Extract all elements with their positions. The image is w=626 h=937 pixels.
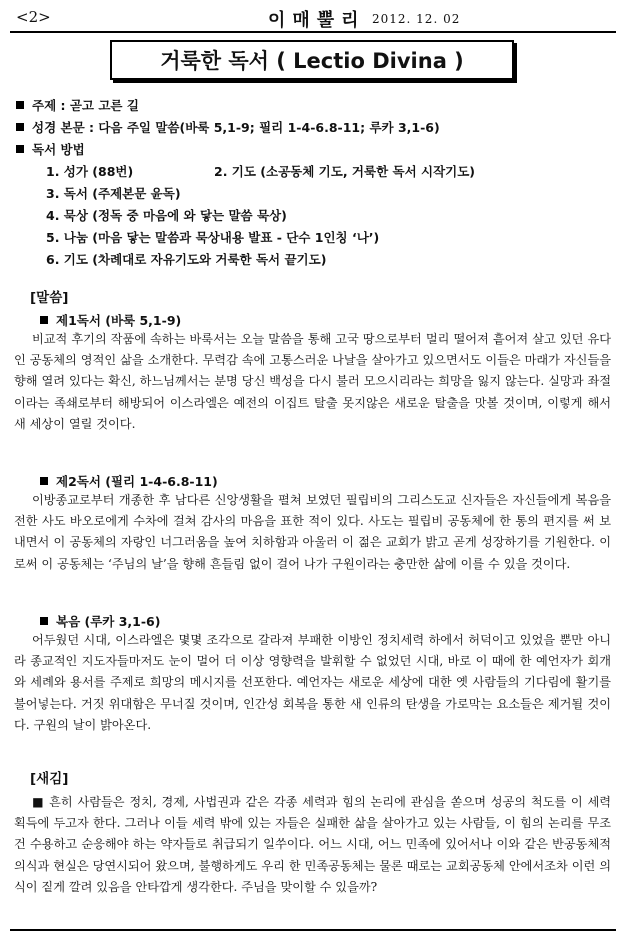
square-bullet-icon xyxy=(40,477,48,485)
reading-heading: 복음 (루카 3,1-6) xyxy=(40,612,160,630)
square-bullet-icon xyxy=(40,617,48,625)
method-line xyxy=(16,140,85,158)
section-heading-word: [말씀] xyxy=(30,290,69,306)
theme-line xyxy=(16,96,139,114)
reading-text: 비교적 후기의 작품에 속하는 바룩서는 오늘 말씀을 통해 고국 땅으로부터 멀리 떨어져 흩어져 살고 있던 유다인 공동체의 영적인 삶을 소개한다. 무력감 속에 고통스러운 나날을 살아가고 있으면서도 이들은 마래가 자신들을 향해 열려 있다는 확신, 하느님께서는 분명 당신 백성을 다시 불러 모으시리라는 희망을 잃지 않는다. 실망과 좌절이라는 족쇄로부터 해방되어 이스라엘은 예전의 이집트 탈출 못지않은 새로운 탈출을 맛볼 것이며, 이렇게 해서 새 세상이 열릴 것이다. xyxy=(14,332,611,431)
newsletter-title: 이매뿔리 xyxy=(268,10,366,31)
footer-divider xyxy=(10,929,616,931)
reading-heading: 제2독서 (필리 1-4-6.8-11) xyxy=(40,472,218,490)
reading-text: 어두웠던 시대, 이스라엘은 몇몇 조각으로 갈라져 부패한 이방인 정치세력 하에서 허덕이고 있었을 뿐만 아니라 종교적인 지도자들마저도 눈이 멀어 더 이상 영향력을 발휘할 수 없었던 시대, 바로 이 때에 한 예언자가 회개와 세례와 용서를 주제로 희망의 메시지를 선포한다. 예언자는 새로운 세상에 대한 옛 사람들의 기다림에 활기를 불어넣는다. 거짓 위대함은 무너질 것이며, 인간성 회복을 통한 새 인류의 탄생을 가로막는 요소들은 제거될 것이다. 구원의 날이 밝아온다. xyxy=(14,633,611,732)
square-bullet-icon xyxy=(40,316,48,324)
step-item: 2. 기도 (소공동체 기도, 거룩한 독서 시작기도) xyxy=(214,164,476,179)
document-title-text: 거룩한 독서 ( Lectio Divina ) xyxy=(160,49,464,73)
step-item: 3. 독서 (주제본문 윤독) xyxy=(46,186,181,201)
theme-text: 주제 : 곧고 고른 길 xyxy=(32,98,139,113)
page-header xyxy=(10,4,616,32)
square-bullet-icon xyxy=(16,145,24,153)
issue-date: 2012. 12. 02 xyxy=(372,12,461,26)
square-bullet-icon xyxy=(16,123,24,131)
reading-heading: 제1독서 (바룩 5,1-9) xyxy=(40,311,181,329)
scripture-line xyxy=(16,118,440,136)
step-item: 1. 성가 (88번) xyxy=(46,164,134,179)
section-heading-reflection: [새김] xyxy=(30,771,69,787)
reading-text: 이방종교로부터 개종한 후 남다른 신앙생활을 펼쳐 보였던 필립비의 그리스도교 신자들은 자신들에게 복음을 전한 사도 바오로에게 수차에 걸쳐 감사의 마음을 표한 적이 있다. 사도는 필립비 공동체에 한 통의 편지를 써 보내면서 이 공동체의 자랑인 너그러움을 높여 치하함과 아울러 이 젊은 교회가 밝고 곧게 성장하기를 기원한다. 이로써 이 공동체는 ‘주님의 날’을 향해 흔들림 없이 걸어 나가 구원이라는 충만한 삶에 이를 수 있을 것이다. xyxy=(14,493,611,571)
document-title xyxy=(110,40,514,80)
square-bullet-icon xyxy=(16,101,24,109)
page-number: <2> xyxy=(16,8,51,26)
step-item: 4. 묵상 (정독 중 마음에 와 닿는 말씀 묵상) xyxy=(46,208,287,223)
reflection-text: ■ 흔히 사람들은 정치, 경제, 사법권과 같은 각종 세력과 힘의 논리에 관심을 쏟으며 성공의 척도를 이 세력 획득에 두고자 한다. 그러나 이들 세력 밖에 있는 자들은 실패한 삶을 살아가고 있는 사람들, 이 힘의 논리를 무조건 수용하고 순응해야 하는 약자들로 취급되기 일쑤이다. 어느 시대, 어느 민족에 있어서나 이와 같은 반공동체적 의식과 현실은 당연시되어 왔으며, 불행하게도 우리 한 민족공동체는 물론 때로는 교회공동체 안에서조차 이런 의식이 짙게 깔려 있음을 안타깝게 생각한다. 주님을 맞이할 수 있을까? xyxy=(14,795,611,894)
header-divider xyxy=(10,31,616,33)
scripture-text: 성경 본문 : 다음 주일 말씀(바룩 5,1-9; 필리 1-4-6.8-11; 루카 3,1-6) xyxy=(32,120,440,135)
method-label: 독서 방법 xyxy=(32,142,85,157)
step-item: 6. 기도 (차례대로 자유기도와 거룩한 독서 끝기도) xyxy=(46,252,327,267)
step-item: 5. 나눔 (마음 닿는 말씀과 묵상내용 발표 - 단수 1인칭 ‘나’) xyxy=(46,230,380,245)
